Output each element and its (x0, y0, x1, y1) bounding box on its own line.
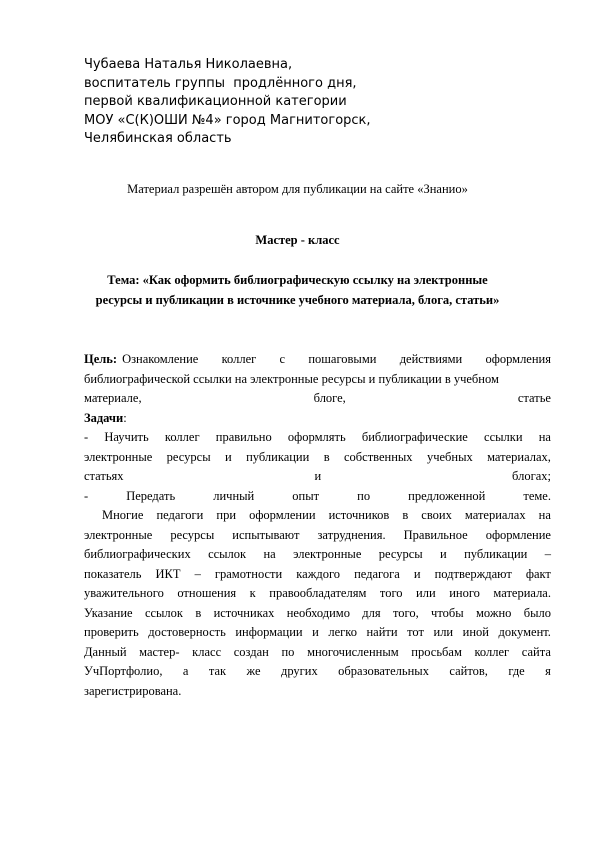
word: материале, (84, 391, 142, 405)
word: Многие (102, 508, 144, 522)
word: или (433, 625, 454, 639)
author-block (84, 56, 504, 149)
word: к (249, 586, 256, 600)
word: ресурсы (378, 547, 423, 561)
word: коллег (474, 644, 510, 659)
word: необходимо (286, 605, 350, 620)
word: проверить (84, 625, 139, 639)
word: при (216, 508, 237, 522)
tasks-colon: : (123, 410, 127, 425)
paragraph-line (84, 565, 551, 585)
paragraph-line (84, 662, 551, 682)
word: в (195, 605, 202, 620)
word: собственных (343, 449, 413, 464)
word: оформлении (249, 508, 316, 522)
word: многочисленным (307, 644, 399, 659)
task-line (84, 448, 551, 468)
document-heading: Мастер - класс (255, 233, 340, 247)
word: и (314, 469, 322, 483)
word: других (280, 664, 318, 678)
theme-line: ресурсы и публикации в источнике учебного материала, блога, статьи» (95, 293, 500, 307)
word: ресурсы (170, 527, 215, 542)
word: Указание (84, 605, 133, 620)
word: информации (235, 625, 303, 639)
word: своих (421, 508, 452, 522)
word: материалах, (487, 449, 551, 464)
word: сайтов, (449, 664, 488, 678)
author-name: Чубаева Наталья Николаевна, (84, 57, 293, 72)
word: ресурсы (166, 449, 211, 464)
word: материалах (464, 508, 526, 522)
word: достоверность (148, 625, 226, 639)
task-line (84, 467, 551, 487)
word: того (379, 586, 403, 600)
word: класс (192, 644, 222, 659)
word: найти (366, 625, 398, 639)
theme-title (84, 270, 511, 310)
word: на (263, 547, 276, 561)
word: а (182, 664, 189, 678)
word: опыт (292, 488, 320, 503)
word: сайта (521, 644, 551, 659)
word: блогах; (512, 469, 551, 483)
word: просьбам (411, 644, 462, 659)
goal-label: Цель: (84, 352, 118, 366)
word: затруднения. (317, 527, 386, 542)
word: грамотности (214, 566, 283, 581)
word: педагоги (156, 508, 204, 522)
word: иной (462, 625, 489, 639)
word: ссылок (208, 547, 247, 561)
word: можно (475, 605, 512, 620)
tasks-heading (84, 409, 551, 429)
word: правообладателям (269, 586, 367, 600)
word: для (362, 605, 381, 620)
word: ссылок (144, 605, 183, 620)
document-body (84, 350, 551, 701)
word: показатель (84, 566, 142, 581)
text-line: библиографической ссылки на электронные ресурсы и публикации в учебном (84, 371, 499, 386)
word: Данный (84, 644, 127, 659)
word: и (440, 547, 447, 561)
word: и (224, 449, 232, 464)
word: УчПортфолио, (84, 664, 163, 678)
word: Передать (126, 488, 176, 503)
word: библиографические (361, 430, 468, 444)
theme-line: Тема: «Как оформить библиографическую ссылку на электронные (107, 273, 488, 287)
word: публикации (246, 449, 310, 464)
word: факт (525, 566, 551, 581)
word: оформлять (287, 430, 346, 444)
word: образовательных (338, 664, 429, 678)
word: тот (407, 625, 424, 639)
word: – (194, 566, 201, 581)
word: иного (449, 586, 480, 600)
word: педагога (354, 566, 400, 581)
word: электронные (84, 527, 153, 542)
word: – (544, 547, 551, 561)
word: каждого (296, 566, 341, 581)
word: по (357, 488, 371, 503)
word: на (538, 508, 551, 522)
word: отношения (177, 586, 237, 600)
task-line (84, 428, 551, 448)
word: на (538, 430, 551, 444)
word: чтобы (431, 605, 464, 620)
word: коллег (221, 352, 257, 366)
word: или (416, 586, 436, 600)
word: коллег (164, 430, 200, 444)
word: создан (233, 644, 269, 659)
word: источников (328, 508, 390, 522)
word: так (208, 664, 227, 678)
goal-line (84, 389, 551, 409)
word: публикации (464, 547, 528, 561)
word: правильно (215, 430, 272, 444)
word: где (508, 664, 525, 678)
word: ссылки (484, 430, 523, 444)
word: было (523, 605, 551, 620)
word: с (279, 352, 286, 366)
paragraph-line (84, 584, 551, 604)
tasks-label: Задачи (84, 410, 124, 425)
word: легко (328, 625, 357, 639)
word: подтверждают (434, 566, 512, 581)
task-line (84, 487, 551, 507)
word: - (84, 430, 89, 444)
publication-permission: Материал разрешён автором для публикации на сайте «Знанио» (127, 182, 468, 196)
paragraph-line (84, 545, 551, 565)
word: действиями (399, 352, 463, 366)
paragraph-line (84, 604, 551, 624)
word: и (312, 625, 319, 639)
word: испытывают (232, 527, 300, 542)
author-school: МОУ «С(К)ОШИ №4» город Магнитогорск, (84, 112, 371, 128)
author-region: Челябинская область (84, 131, 232, 146)
paragraph-line (84, 526, 551, 546)
text-line: зарегистрирована. (84, 683, 182, 698)
word: в (402, 508, 409, 522)
goal-first-word (84, 350, 198, 370)
paragraph-line (84, 506, 551, 526)
word: электронные (84, 449, 153, 464)
word: пошаговыми (308, 352, 377, 366)
paragraph-line (84, 623, 551, 643)
author-category: первой квалификационной категории (84, 94, 347, 109)
word: документ. (498, 625, 551, 639)
word: и (413, 566, 421, 581)
word: - (84, 488, 89, 503)
word: Ознакомление (122, 352, 199, 366)
author-position: воспитатель группы продлённого дня, (84, 75, 357, 91)
goal-line (84, 370, 551, 390)
word: источниках (213, 605, 275, 620)
paragraph-line (84, 682, 551, 702)
word: уважительного (84, 586, 164, 600)
word: по (281, 644, 295, 659)
word: теме. (523, 488, 551, 503)
word: оформления (485, 352, 551, 366)
word: Научить (104, 430, 149, 444)
word: статье (517, 391, 551, 405)
word: личный (213, 488, 255, 503)
word: статьях (84, 469, 124, 483)
word: же (246, 664, 261, 678)
word: электронные (293, 547, 362, 561)
word: оформление (485, 527, 551, 542)
word: учебных (426, 449, 473, 464)
word: материала. (493, 586, 551, 600)
word: ИКТ (155, 566, 181, 581)
word: того, (392, 605, 419, 620)
paragraph-line (84, 643, 551, 663)
word: блоге, (313, 391, 346, 405)
word: мастер- (139, 644, 180, 659)
word: я (545, 664, 551, 678)
word: Правильное (403, 527, 468, 542)
word: библиографических (84, 547, 191, 561)
goal-line (84, 350, 551, 370)
word: в (323, 449, 330, 464)
word: предложенной (408, 488, 486, 503)
